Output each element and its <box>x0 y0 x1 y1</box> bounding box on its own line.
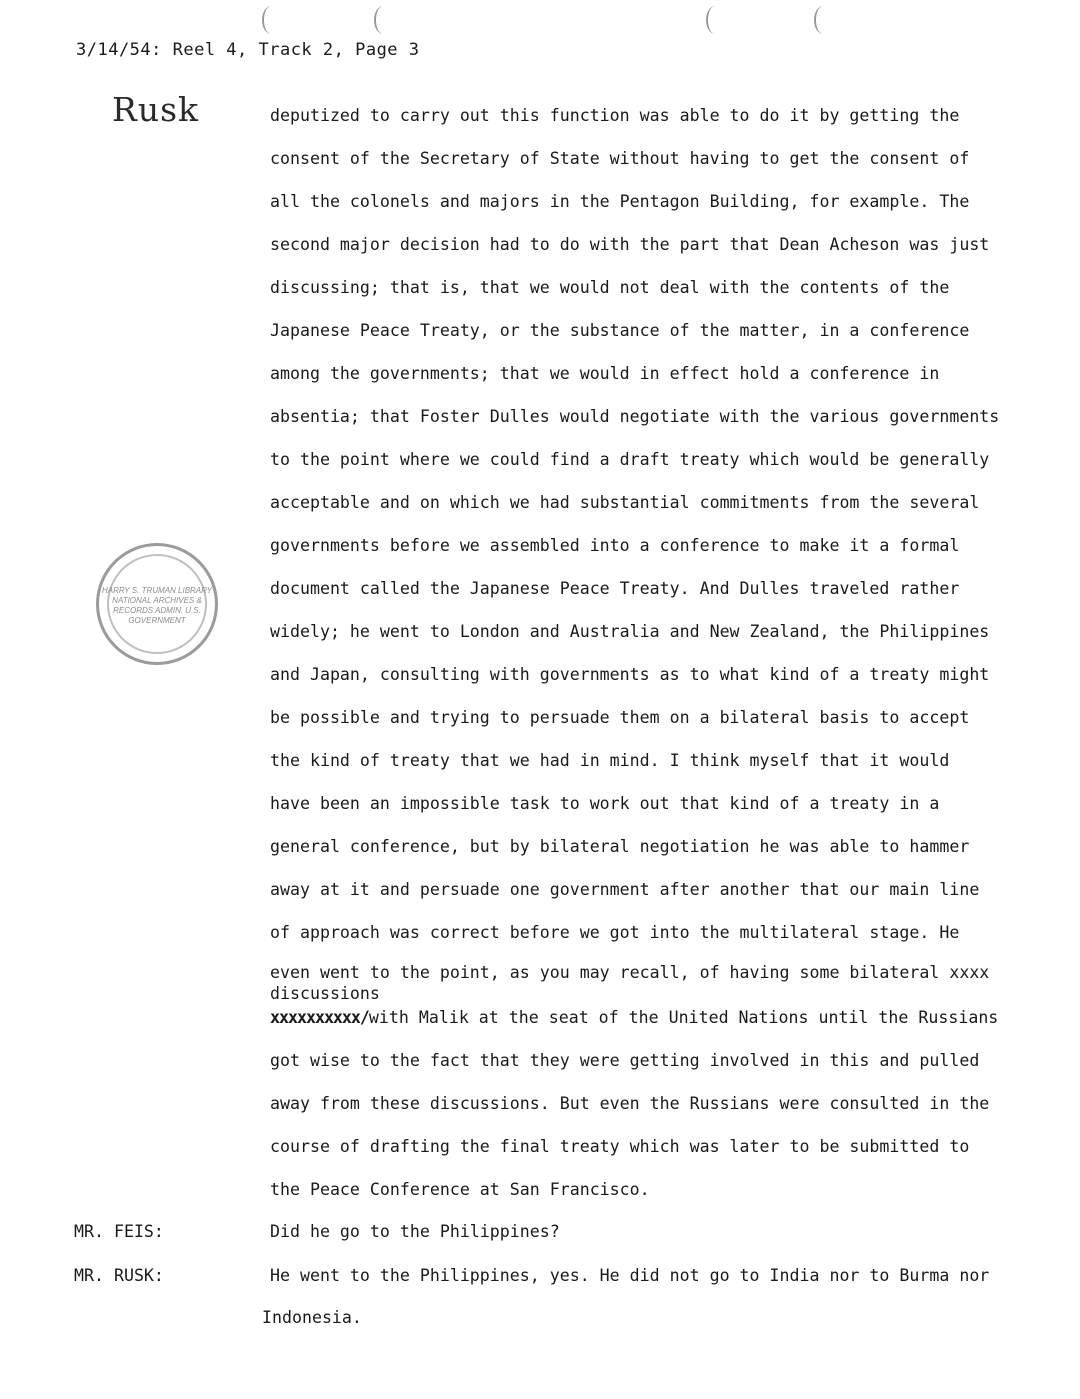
text-line: second major decision had to do with the part that Dean Acheson was just <box>270 235 990 254</box>
dialogue-row <box>74 1266 1074 1285</box>
text-line: general conference, but by bilateral negotiation he was able to hammer <box>270 837 970 856</box>
handwritten-note: Rusk <box>112 90 200 129</box>
text-line: even went to the point, as you may recall, of having some bilateral xxxx <box>270 963 990 982</box>
text-line: absentia; that Foster Dulles would negotiate with the various governments <box>270 407 1000 426</box>
text-line: be possible and trying to persuade them on a bilateral basis to accept <box>270 708 970 727</box>
speaker-label: MR. FEIS: <box>74 1222 164 1241</box>
speaker-label: MR. RUSK: <box>74 1266 164 1285</box>
punch-hole-mark <box>706 6 724 34</box>
insertion-line: discussions <box>270 984 380 1003</box>
dialogue-continuation: Indonesia. <box>262 1308 362 1327</box>
text-line: away from these discussions. But even the Russians were consulted in the <box>270 1094 990 1113</box>
punch-hole-mark <box>262 6 280 34</box>
text-line-with-strike <box>270 1004 1060 1047</box>
punch-hole-mark <box>814 6 832 34</box>
transcript-body <box>270 102 1060 1219</box>
struck-text: xxxxxxxxxx/ <box>270 1008 369 1027</box>
text-line: got wise to the fact that they were getting involved in this and pulled <box>270 1051 980 1070</box>
text-line: the kind of treaty that we had in mind. I think myself that it would <box>270 751 950 770</box>
text-line: of approach was correct before we got into the multilateral stage. He <box>270 923 960 942</box>
text-line: consent of the Secretary of State without having to get the consent of <box>270 149 970 168</box>
text-line: have been an impossible task to work out that kind of a treaty in a <box>270 794 940 813</box>
text-line: away at it and persuade one government after another that our main line <box>270 880 980 899</box>
text-line: widely; he went to London and Australia and New Zealand, the Philippines <box>270 622 990 641</box>
text-line: the Peace Conference at San Francisco. <box>270 1180 650 1199</box>
archive-stamp <box>96 543 218 665</box>
page-header: 3/14/54: Reel 4, Track 2, Page 3 <box>76 40 420 60</box>
text-line: document called the Japanese Peace Treaty. And Dulles traveled rather <box>270 579 960 598</box>
text-line: governments before we assembled into a conference to make it a formal <box>270 536 960 555</box>
text-line: deputized to carry out this function was able to do it by getting the <box>270 106 960 125</box>
stamp-text: HARRY S. TRUMAN LIBRARY NATIONAL ARCHIVES & RECORDS ADMIN. U.S. GOVERNMENT <box>102 586 212 625</box>
punch-hole-mark <box>374 6 392 34</box>
text-line: to the point where we could find a draft treaty which would be generally <box>270 450 990 469</box>
text-line: discussing; that is, that we would not deal with the contents of the <box>270 278 950 297</box>
dialogue-text: He went to the Philippines, yes. He did not go to India nor to Burma nor <box>270 1266 990 1285</box>
text-line: acceptable and on which we had substantial commitments from the several <box>270 493 980 512</box>
text-line: course of drafting the final treaty which was later to be submitted to <box>270 1137 970 1156</box>
text-line: and Japan, consulting with governments as to what kind of a treaty might <box>270 665 990 684</box>
dialogue-row <box>74 1222 1074 1241</box>
text-line: Japanese Peace Treaty, or the substance of the matter, in a conference <box>270 321 970 340</box>
text-line: all the colonels and majors in the Pentagon Building, for example. The <box>270 192 970 211</box>
text-line: among the governments; that we would in effect hold a conference in <box>270 364 940 383</box>
text-after-strike: with Malik at the seat of the United Nations until the Russians <box>368 1008 999 1027</box>
dialogue-text: Did he go to the Philippines? <box>270 1222 560 1241</box>
